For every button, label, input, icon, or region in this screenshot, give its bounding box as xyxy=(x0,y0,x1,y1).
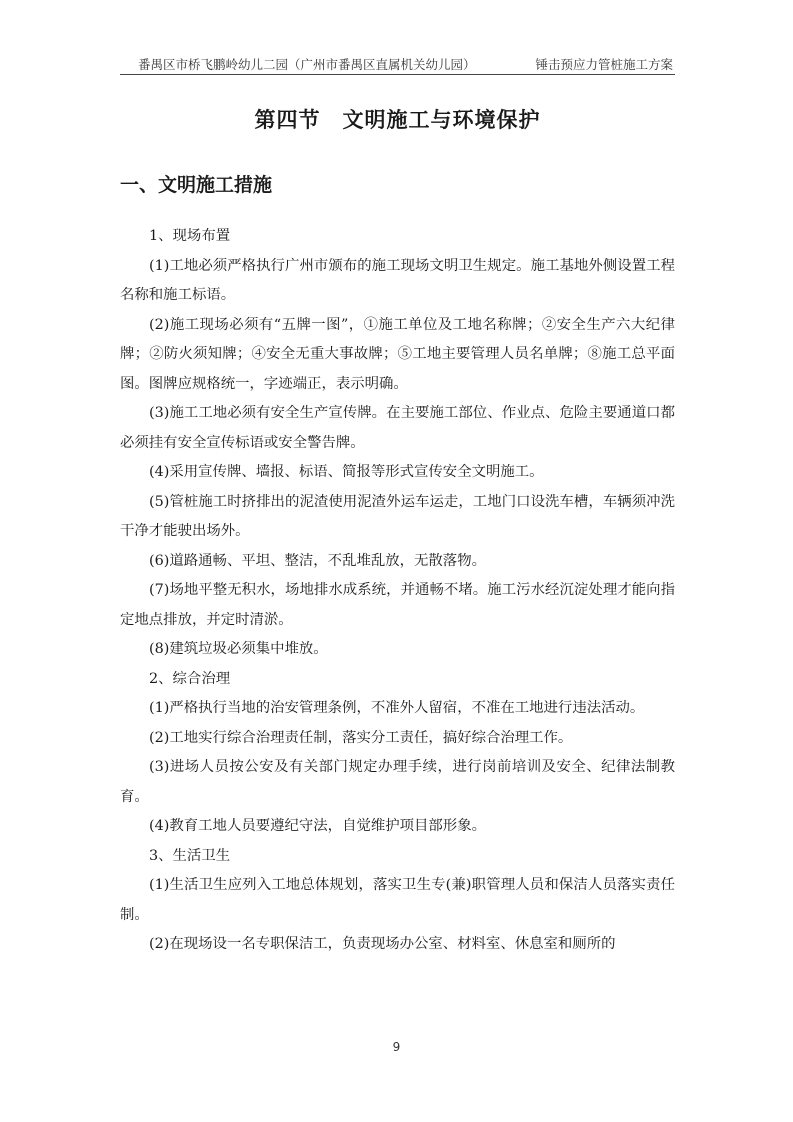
heading: 一、文明施工措施 xyxy=(120,174,273,196)
paragraph: (1)严格执行当地的治安管理条例，不准外人留宿，不准在工地进行违法活动。 xyxy=(149,700,645,716)
paragraph: (7)场地平整无积水，场地排水成系统，并通畅不堵。施工污水经沉淀处理才能向指定地点排放，并定时清淤。 xyxy=(120,582,675,628)
header-divider xyxy=(120,74,675,75)
paragraph: (4)采用宣传牌、墙报、标语、简报等形式宣传安全文明施工。 xyxy=(149,464,544,480)
section-title: 第四节 文明施工与环境保护 xyxy=(254,108,541,132)
header-project-name: 番禺区市桥飞鹏岭幼儿二园（广州市番禺区直属机关幼儿园） xyxy=(138,57,476,72)
paragraph: (1)工地必须严格执行广州市颁布的施工现场文明卫生规定。施工基地外侧设置工程名称和施工标语。 xyxy=(120,257,675,303)
paragraph: (2)在现场设一名专职保洁工，负责现场办公室、材料室、休息室和厕所的 xyxy=(149,936,616,952)
paragraph: (8)建筑垃圾必须集中堆放。 xyxy=(149,641,328,657)
paragraph: (2)工地实行综合治理责任制，落实分工责任，搞好综合治理工作。 xyxy=(149,729,573,746)
page-number: 9 xyxy=(392,1040,401,1054)
paragraph: (3)施工工地必须有安全生产宣传牌。在主要施工部位、作业点、危险主要通道口都必须挂有安全宣传标语或安全警告牌。 xyxy=(120,405,675,451)
paragraph: (3)进场人员按公安及有关部门规定办理手续，进行岗前培训及安全、纪律法制教育。 xyxy=(120,759,675,805)
paragraph: (4)教育工地人员要遵纪守法，自觉维护项目部形象。 xyxy=(149,818,486,834)
paragraph: 3、生活卫生 xyxy=(149,847,231,864)
header-document-title: 锤击预应力管桩施工方案 xyxy=(535,57,673,72)
body-text xyxy=(120,222,675,960)
paragraph: (5)管桩施工时挤排出的泥渣使用泥渣外运车运走，工地门口设洗车槽，车辆须冲洗干净才能驶出场外。 xyxy=(120,493,675,539)
paragraph: (6)道路通畅、平坦、整洁，不乱堆乱放，无散落物。 xyxy=(149,552,486,569)
paragraph: (2)施工现场必须有“五牌一图”，①施工单位及工地名称牌；②安全生产六大纪律牌；②防火须知牌；④安全无重大事故牌；⑤工地主要管理人员名单牌；⑧施工总平面图。图牌应规格统一，字迹端正，表示明确。 xyxy=(120,316,675,392)
paragraph: 1、现场布置 xyxy=(149,228,231,244)
paragraph: 2、综合治理 xyxy=(149,670,231,687)
paragraph: (1)生活卫生应列入工地总体规划，落实卫生专(兼)职管理人员和保洁人员落实责任制。 xyxy=(120,877,675,923)
